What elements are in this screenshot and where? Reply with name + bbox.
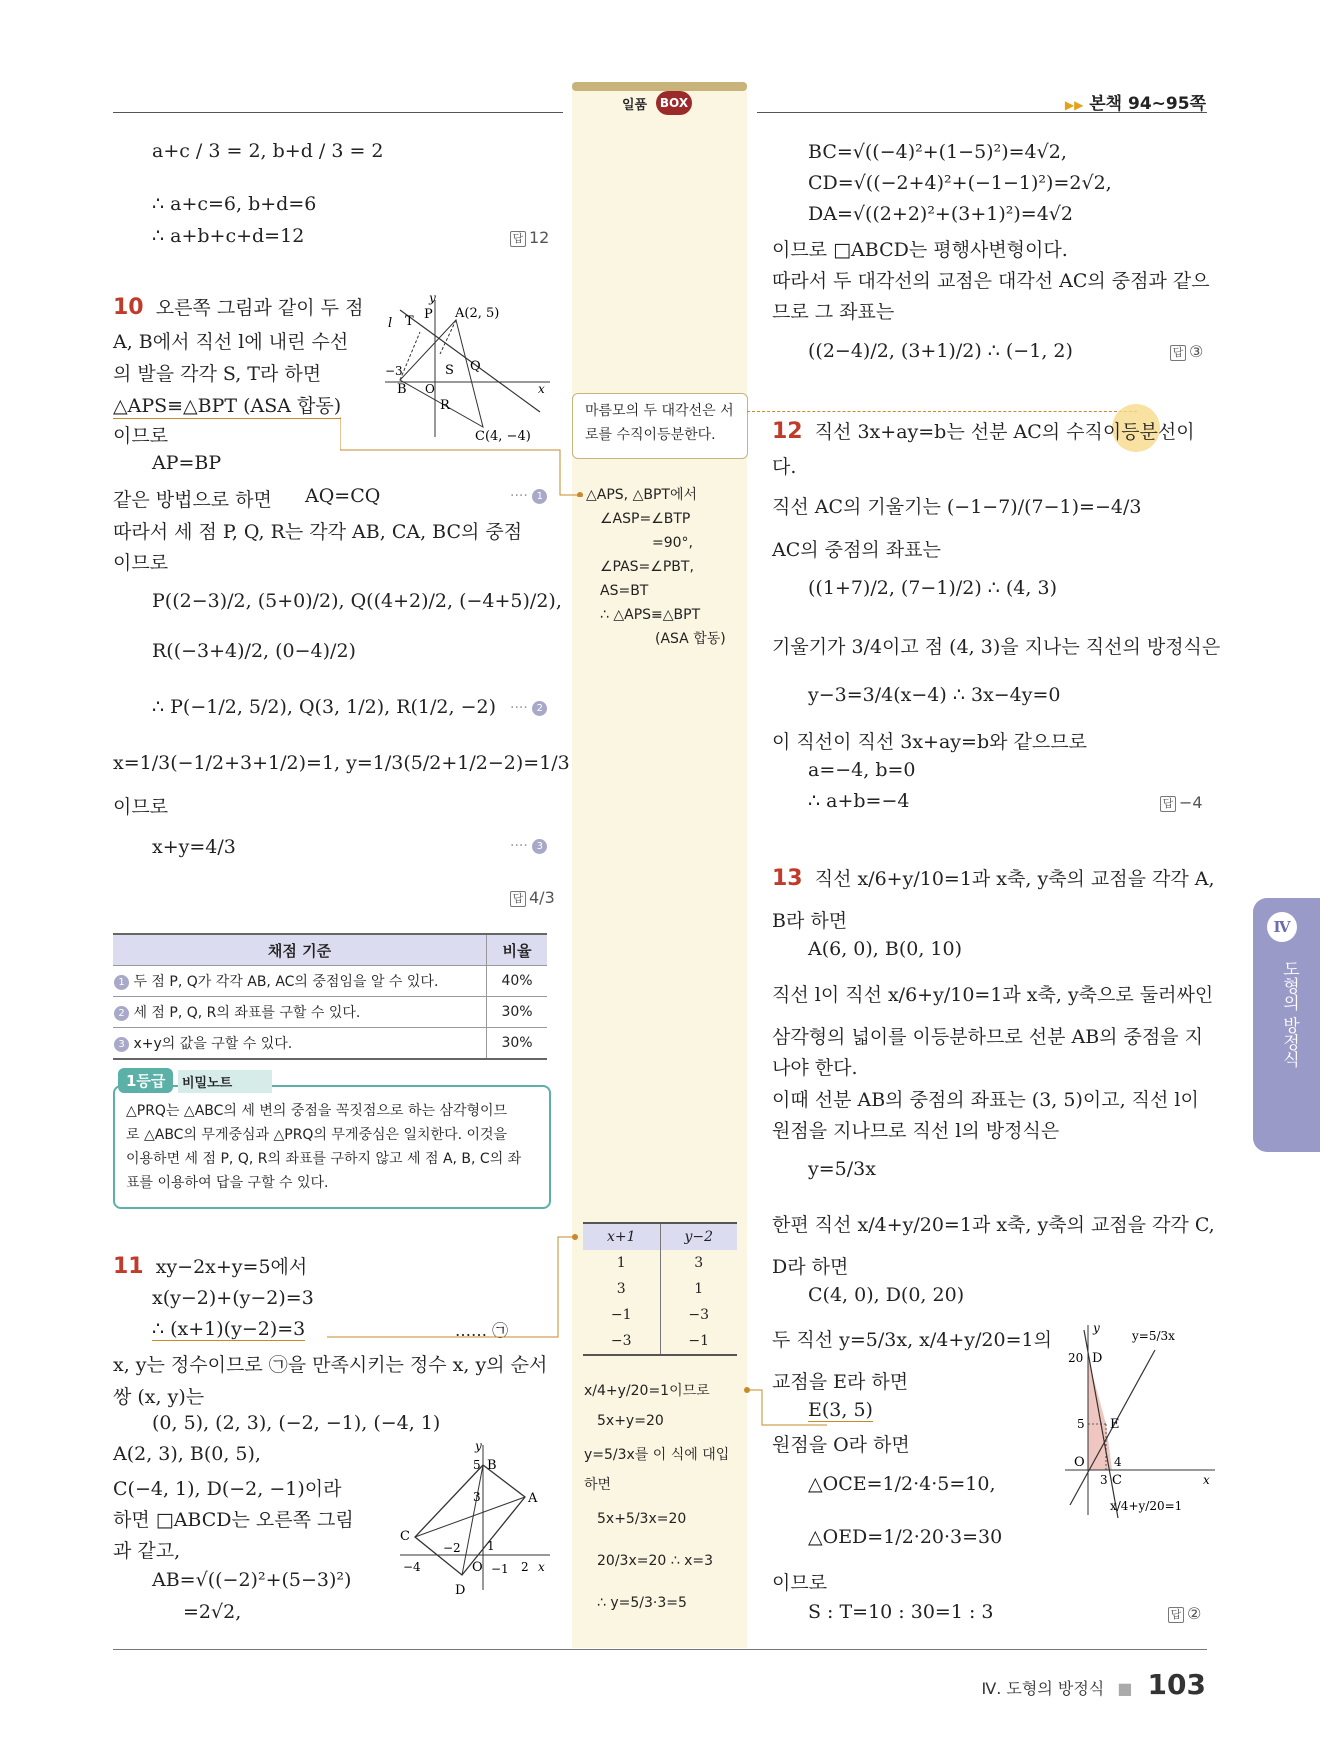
p12-line-1: 다. <box>772 456 797 478</box>
p13-fig-label-5: E <box>1110 1417 1120 1432</box>
p13-fig-label-10: x <box>1203 1473 1210 1487</box>
p12-text-0: 직선 3x+ay=b는 선분 AC의 수직이등분선이 <box>814 421 1195 443</box>
p13-fig-label-6: O <box>1074 1455 1085 1470</box>
p13-line-15: 원점을 O라 하면 <box>772 1434 910 1456</box>
p10-fig-label-0: y <box>429 292 436 305</box>
p11-text-0: xy−2x+y=5에서 <box>155 1256 308 1278</box>
p11-fig-label-5: C <box>400 1529 410 1544</box>
p11-line-10: 과 같고, <box>113 1540 181 1562</box>
mid-note3-line-1: 5x+y=20 <box>597 1413 664 1429</box>
p11-fig-label-7: −2 <box>443 1541 461 1555</box>
mid-xy-table <box>583 1222 737 1356</box>
p12-line-6: y−3=3/4(x−4) ∴ 3x−4y=0 <box>808 684 1061 706</box>
grading-header-ratio: 비율 <box>487 934 548 966</box>
footer <box>981 1668 1206 1701</box>
right-top-line-1: CD=√((−2+4)²+(−1−1)²)=2√2, <box>808 172 1112 194</box>
p11-line-12: =2√2, <box>183 1601 242 1623</box>
xy-cell: 3 <box>616 1281 626 1297</box>
table-row <box>583 1250 737 1276</box>
footer-section: Ⅳ. 도형의 방정식 <box>981 1679 1105 1698</box>
right-top-line-6: ((2−4)/2, (3+1)/2) ∴ (−1, 2) <box>808 340 1073 362</box>
right-top-line-2: DA=√((2+2)²+(3+1)²)=4√2 <box>808 203 1074 225</box>
grading-row <box>113 997 547 1028</box>
p10-line-2: 의 발을 각각 S, T라 하면 <box>113 363 322 385</box>
mark-3-icon: 3 <box>532 839 547 854</box>
p10-number: 10 <box>113 295 144 320</box>
p13-line-8: y=5/3x <box>808 1158 876 1180</box>
p10-line-11: R((−3+4)/2, (0−4)/2) <box>152 640 356 662</box>
p13-line-5: 나야 한다. <box>772 1057 858 1079</box>
mid-note2-line-2: =90°, <box>652 535 693 551</box>
p11-fig-label-10: 2 <box>521 1560 529 1574</box>
p11-line-7: A(2, 3), B(0, 5), <box>113 1443 261 1465</box>
mid-note3-line-3: 하면 <box>584 1477 612 1493</box>
p10-fig-label-2: A(2, 5) <box>455 306 500 321</box>
table-row <box>583 1302 737 1328</box>
grading-ratio: 40% <box>487 966 548 997</box>
p11-fig-label-4: A <box>528 1491 538 1506</box>
header-rule-left <box>113 112 563 113</box>
p10-fig-label-12: C(4, −4) <box>475 429 531 442</box>
mid-note2-line-4: AS=BT <box>600 583 649 599</box>
xy-header-0: x+1 <box>583 1223 660 1250</box>
p11-fig-label-9: O <box>472 1560 483 1575</box>
grading-num-icon: 3 <box>114 1037 129 1052</box>
p10-fig-label-9: O <box>425 382 435 396</box>
p10-line-15: x+y=4/3 <box>152 836 236 858</box>
p11-figure <box>395 1440 555 1600</box>
page-ref-text: 본책 94~95쪽 <box>1089 94 1206 114</box>
p13-line-6: 이때 선분 AB의 중점의 좌표는 (3, 5)이고, 직선 l이 <box>772 1089 1199 1111</box>
p10-line-13: x=1/3(−1/2+3+1/2)=1, y=1/3(5/2+1/2−2)=1/3 <box>113 752 570 774</box>
grading-row <box>113 1028 547 1060</box>
p10-line-4: 이므로 <box>113 425 169 447</box>
side-tab-roman: Ⅳ <box>1267 912 1297 942</box>
table-row <box>583 1276 737 1302</box>
p10-mark-3: ···· 3 <box>510 838 547 854</box>
mid-note1-line-1: 로를 수직이등분한다. <box>585 427 716 443</box>
p13-line-12: 두 직선 y=5/3x, x/4+y/20=1의 <box>772 1329 1052 1351</box>
p11-line-5: 쌍 (x, y)는 <box>113 1386 205 1408</box>
footer-rule <box>113 1649 1207 1650</box>
p13-line-17: △OED=1/2·20·3=30 <box>808 1526 1003 1548</box>
left-top-line-2: ∴ a+c=6, b+d=6 <box>152 193 317 215</box>
p10-line-10: P((2−3)/2, (5+0)/2), Q((4+2)/2, (−4+5)/2), <box>152 590 562 612</box>
p13-line-2: A(6, 0), B(0, 10) <box>808 938 963 960</box>
table-row <box>583 1328 737 1355</box>
p12-line-5: 기울기가 3/4이고 점 (4, 3)을 지나는 직선의 방정식은 <box>772 636 1221 658</box>
p13-figure <box>1060 1320 1220 1520</box>
p10-fig-label-7: −3 <box>385 364 403 378</box>
xy-cell: 1 <box>660 1276 737 1302</box>
mark-2-icon: 2 <box>532 701 547 716</box>
p10-fig-label-5: S <box>445 363 454 378</box>
p13-line-4: 삼각형의 넓이를 이등분하므로 선분 AB의 중점을 지 <box>772 1026 1204 1048</box>
p11-line-0 <box>113 1252 307 1279</box>
answer-icon: 답 <box>510 891 526 907</box>
secret-note-line-3: 표를 이용하여 답을 구할 수 있다. <box>126 1175 329 1191</box>
p11-line-2: ∴ (x+1)(y−2)=3 <box>152 1318 306 1340</box>
grading-header-criteria: 채점 기준 <box>113 934 487 966</box>
mid-note3-line-2: y=5/3x를 이 식에 대입 <box>584 1447 730 1463</box>
p13-line-9: 한편 직선 x/4+y/20=1과 x축, y축의 교점을 각각 C, <box>772 1214 1215 1236</box>
p11-line-11: AB=√((−2)²+(5−3)²) <box>152 1569 352 1591</box>
p10-line-1: A, B에서 직선 l에 내린 수선 <box>113 331 349 353</box>
p10-fig-label-11: x <box>538 382 545 396</box>
p13-fig-label-1: y=5/3x <box>1132 1329 1175 1343</box>
mid-note1-leader <box>747 411 1137 412</box>
p11-number: 11 <box>113 1254 144 1279</box>
p11-fig-label-12: −1 <box>491 1562 509 1576</box>
p13-fig-label-2: 20 <box>1068 1351 1084 1365</box>
p10-fig-label-4: T <box>405 314 414 329</box>
p10-fig-label-6: Q <box>470 359 481 374</box>
mid-note3-line-0: x/4+y/20=1이므로 <box>584 1383 710 1399</box>
mid-note2-line-5: ∴ △APS≡△BPT <box>600 607 701 623</box>
p12-line-8: a=−4, b=0 <box>808 759 916 781</box>
p10-line-12: ∴ P(−1/2, 5/2), Q(3, 1/2), R(1/2, −2) <box>152 696 496 718</box>
p11-fig-label-8: −4 <box>403 1560 421 1574</box>
grading-text: x+y의 값을 구할 수 있다. <box>133 1036 293 1052</box>
p10-fig-label-1: P <box>424 307 433 322</box>
p10-leader <box>340 415 585 497</box>
p12-line-7: 이 직선이 직선 3x+ay=b와 같으므로 <box>772 731 1087 753</box>
p12-number: 12 <box>772 419 803 444</box>
mid-note3-line-6: ∴ y=5/3·3=5 <box>597 1595 687 1611</box>
p13-answer <box>1168 1604 1201 1623</box>
p13-line-10: D라 하면 <box>772 1256 849 1278</box>
left-top-answer-value: 12 <box>529 228 550 247</box>
secret-note-line-1: 로 △ABC의 무게중심과 △PRQ의 무게중심은 일치한다. 이것을 <box>126 1127 508 1143</box>
p10-fig-label-8: B <box>397 382 407 397</box>
p12-line-0 <box>772 417 1195 444</box>
p13-line-3: 직선 l이 직선 x/6+y/10=1과 x축, y축으로 둘러싸인 <box>772 984 1214 1006</box>
mid-note3-line-4: 5x+5/3x=20 <box>597 1511 687 1527</box>
p13-fig-label-0: y <box>1093 1321 1100 1335</box>
mark-1-icon: 1 <box>532 489 547 504</box>
answer-icon: 답 <box>1170 345 1186 361</box>
side-tab-text: 도형의 방정식 <box>1279 960 1299 1068</box>
p13-fig-label-3: D <box>1092 1351 1103 1366</box>
answer-icon: 답 <box>1160 796 1176 812</box>
right-top-line-0: BC=√((−4)²+(1−5)²)=4√2, <box>808 141 1067 163</box>
p13-line-13: 교점을 E라 하면 <box>772 1371 909 1393</box>
grading-ratio: 30% <box>487 1028 548 1060</box>
p11-fig-label-0: y <box>475 1440 482 1453</box>
xy-cell: 1 <box>616 1255 626 1271</box>
p13-fig-label-9: C <box>1112 1473 1122 1488</box>
p10-text-0: 오른쪽 그림과 같이 두 점 <box>155 297 364 319</box>
p11-fig-label-11: x <box>538 1560 545 1574</box>
p13-answer-value: ② <box>1187 1604 1202 1623</box>
p11-fig-label-2: B <box>487 1458 497 1473</box>
right-top-line-4: 따라서 두 대각선의 교점은 대각선 AC의 중점과 같으 <box>772 270 1210 292</box>
p10-line-8: 따라서 세 점 P, Q, R는 각각 AB, CA, BC의 중점 <box>113 521 523 543</box>
answer-icon: 답 <box>510 231 526 247</box>
p11-fig-label-1: 5 <box>473 1458 481 1472</box>
p10-mark-2: ···· 2 <box>510 700 547 716</box>
p11-line-6: (0, 5), (2, 3), (−2, −1), (−4, 1) <box>152 1412 441 1434</box>
grading-text: 세 점 P, Q, R의 좌표를 구할 수 있다. <box>133 1005 361 1021</box>
p13-line-18: 이므로 <box>772 1572 828 1594</box>
p10-line-5: AP=BP <box>152 452 222 474</box>
p13-line-19: S : T=10 : 30=1 : 3 <box>808 1601 994 1623</box>
p13-number: 13 <box>772 866 803 891</box>
secret-note-line-0: △PRQ는 △ABC의 세 변의 중점을 꼭짓점으로 하는 삼각형이므 <box>126 1103 508 1119</box>
grading-num-icon: 1 <box>114 975 129 990</box>
box-badge: BOX <box>656 91 692 115</box>
secret-note-title: 비밀노트 <box>178 1070 272 1093</box>
mid-note2-line-0: △APS, △BPT에서 <box>586 487 697 503</box>
p11-fig-label-13: D <box>455 1583 466 1598</box>
secret-note-line-2: 이용하면 세 점 P, Q, R의 좌표를 구하지 않고 세 점 A, B, C의 좌 <box>126 1151 522 1167</box>
right-top-line-3: 이므로 □ABCD는 평행사변형이다. <box>772 239 1068 261</box>
p11-fig-label-3: 3 <box>473 1490 481 1504</box>
middle-column-cap <box>572 82 747 91</box>
p13-fig-label-7: 4 <box>1114 1455 1122 1469</box>
p12-line-3: AC의 중점의 좌표는 <box>772 539 941 561</box>
xy-cell: −1 <box>660 1328 737 1355</box>
xy-cell: −3 <box>610 1333 632 1349</box>
p11-line-4: x, y는 정수이므로 ㉠을 만족시키는 정수 x, y의 순서 <box>113 1354 548 1376</box>
p12-line-2: 직선 AC의 기울기는 (−1−7)/(7−1)=−4/3 <box>772 496 1142 518</box>
p12-answer <box>1160 793 1203 812</box>
p13-fig-label-8: 3 <box>1100 1473 1108 1487</box>
answer-icon: 답 <box>1168 1607 1184 1623</box>
p10-line-9: 이므로 <box>113 552 169 574</box>
grading-row <box>113 966 547 997</box>
box-label: 일품 <box>622 98 648 113</box>
p10-line-3: △APS≡△BPT (ASA 합동) <box>113 391 341 419</box>
p12-line-9: ∴ a+b=−4 <box>808 790 910 812</box>
p10-mark-1: ···· 1 <box>510 488 547 504</box>
p13-line-14: E(3, 5) <box>808 1399 873 1421</box>
right-top-answer-value: ③ <box>1189 342 1204 361</box>
xy-cell: −1 <box>610 1307 632 1323</box>
p13-line-11: C(4, 0), D(0, 20) <box>808 1284 965 1306</box>
p10-fig-label-10: R <box>440 398 450 413</box>
xy-cell: 3 <box>660 1250 737 1276</box>
p13-line-16: △OCE=1/2·4·5=10, <box>808 1473 996 1495</box>
grading-text: 두 점 P, Q가 각각 AB, AC의 중점임을 알 수 있다. <box>133 974 439 990</box>
p11-line-3: …… ㉠ <box>455 1321 509 1340</box>
left-top-answer <box>510 228 549 247</box>
p10-answer-value: 4/3 <box>529 888 555 907</box>
mid-note2-line-3: ∠PAS=∠PBT, <box>600 559 694 575</box>
p13-fig-label-11: x/4+y/20=1 <box>1110 1499 1183 1513</box>
grading-num-icon: 2 <box>114 1006 129 1021</box>
p10-line-7: AQ=CQ <box>305 485 381 507</box>
p10-line-14: 이므로 <box>113 796 169 818</box>
p13-line-7: 원점을 지나므로 직선 l의 방정식은 <box>772 1120 1060 1142</box>
mid-note1-line-0: 마름모의 두 대각선은 서 <box>585 403 734 419</box>
p10-fig-label-3: l <box>388 316 393 331</box>
p10-line-0 <box>113 293 363 320</box>
xy-header-1: y−2 <box>660 1223 737 1250</box>
p11-leader <box>300 1232 580 1342</box>
right-top-answer <box>1170 342 1203 361</box>
left-top-line-1: a+c / 3 = 2, b+d / 3 = 2 <box>152 140 384 162</box>
mid-note2-line-1: ∠ASP=∠BTP <box>600 511 691 527</box>
mid-note3-line-5: 20/3x=20 ∴ x=3 <box>597 1553 713 1569</box>
p13-text-0: 직선 x/6+y/10=1과 x축, y축의 교점을 각각 A, <box>814 868 1215 890</box>
grading-table <box>113 933 547 1060</box>
p13-line-1: B라 하면 <box>772 910 848 932</box>
p11-line-1: x(y−2)+(y−2)=3 <box>152 1287 314 1309</box>
xy-cell: −3 <box>660 1302 737 1328</box>
p10-answer <box>510 888 555 907</box>
p13-fig-label-4: 5 <box>1077 1417 1085 1431</box>
right-top-line-5: 므로 그 좌표는 <box>772 301 895 323</box>
footer-dot-icon: ■ <box>1117 1679 1133 1698</box>
left-top-line-3: ∴ a+b+c+d=12 <box>152 225 305 247</box>
page-number: 103 <box>1147 1668 1206 1701</box>
p12-answer-value: −4 <box>1179 793 1203 812</box>
secret-note-badge: 1등급 <box>118 1068 173 1093</box>
p12-line-4: ((1+7)/2, (7−1)/2) ∴ (4, 3) <box>808 577 1057 599</box>
p11-line-9: 하면 □ABCD는 오른쪽 그림 <box>113 1509 354 1531</box>
p10-line-6: 같은 방법으로 하면 <box>113 489 272 511</box>
grading-ratio: 30% <box>487 997 548 1028</box>
p11-line-8: C(−4, 1), D(−2, −1)이라 <box>113 1478 342 1500</box>
p13-line-0 <box>772 864 1215 891</box>
mid-note2-line-6: (ASA 합동) <box>655 631 726 647</box>
p11-fig-label-6: 1 <box>487 1539 495 1553</box>
page-ref: ▶▶ 본책 94~95쪽 <box>1064 94 1206 114</box>
